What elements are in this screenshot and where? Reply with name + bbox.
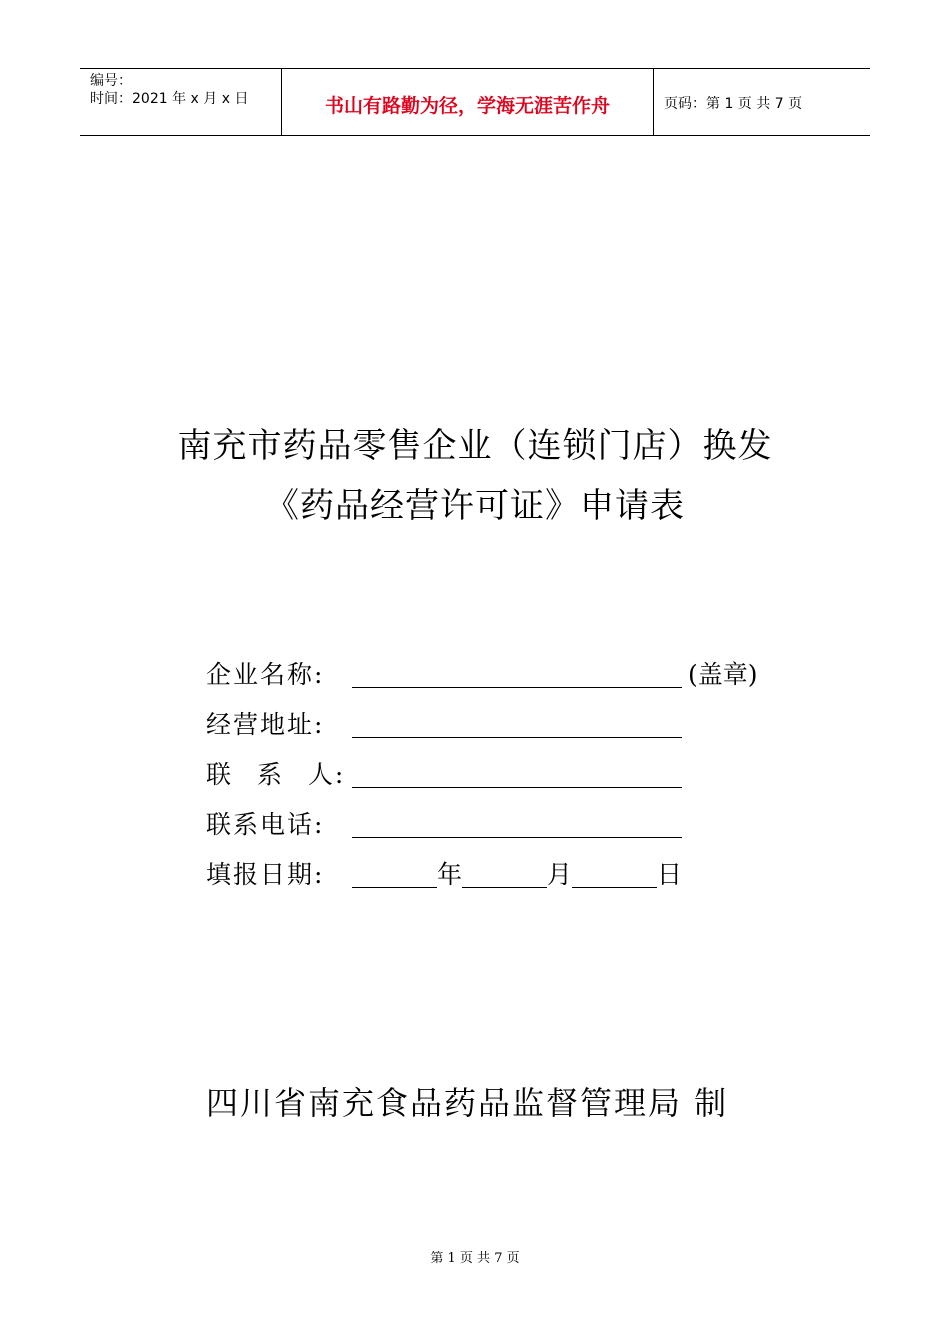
address-label: 经营地址: [206,710,325,739]
company-label: 企业名称: [206,660,325,689]
company-row [206,648,758,698]
phone-row [206,798,758,848]
company-field[interactable] [352,659,682,688]
time-label: 时间：2021 年 x 月 x 日 [90,91,249,107]
date-label: 填报日期: [206,860,325,889]
phone-label: 联系电话: [206,810,325,839]
date-row [206,848,758,898]
number-label: 编号： [90,73,132,89]
phone-field[interactable] [352,809,682,838]
contact-field[interactable] [352,759,682,788]
header-motto: 书山有路勤为径，学海无涯苦作舟 [282,69,654,135]
year-unit: 年 [437,860,463,889]
contact-label: 联 系 人: [206,760,346,789]
page-header [80,68,870,136]
day-unit: 日 [657,860,683,889]
contact-row [206,748,758,798]
header-page-info: 页码：第 1 页 共 7 页 [664,96,803,112]
day-field[interactable] [572,859,657,888]
year-field[interactable] [352,859,437,888]
header-meta [80,69,282,135]
page-footer: 第 1 页 共 7 页 [430,1251,520,1266]
address-field[interactable] [352,709,682,738]
document-title-line1: 南充市药品零售企业（连锁门店）换发 [177,426,773,466]
company-seal-note: (盖章) [688,660,758,689]
document-title-line2: 《药品经营许可证》申请表 [265,486,685,526]
application-form [206,648,758,898]
month-unit: 月 [547,860,573,889]
address-row [206,698,758,748]
issuing-agency: 四川省南充食品药品监督管理局 制 [206,1084,729,1122]
month-field[interactable] [462,859,547,888]
